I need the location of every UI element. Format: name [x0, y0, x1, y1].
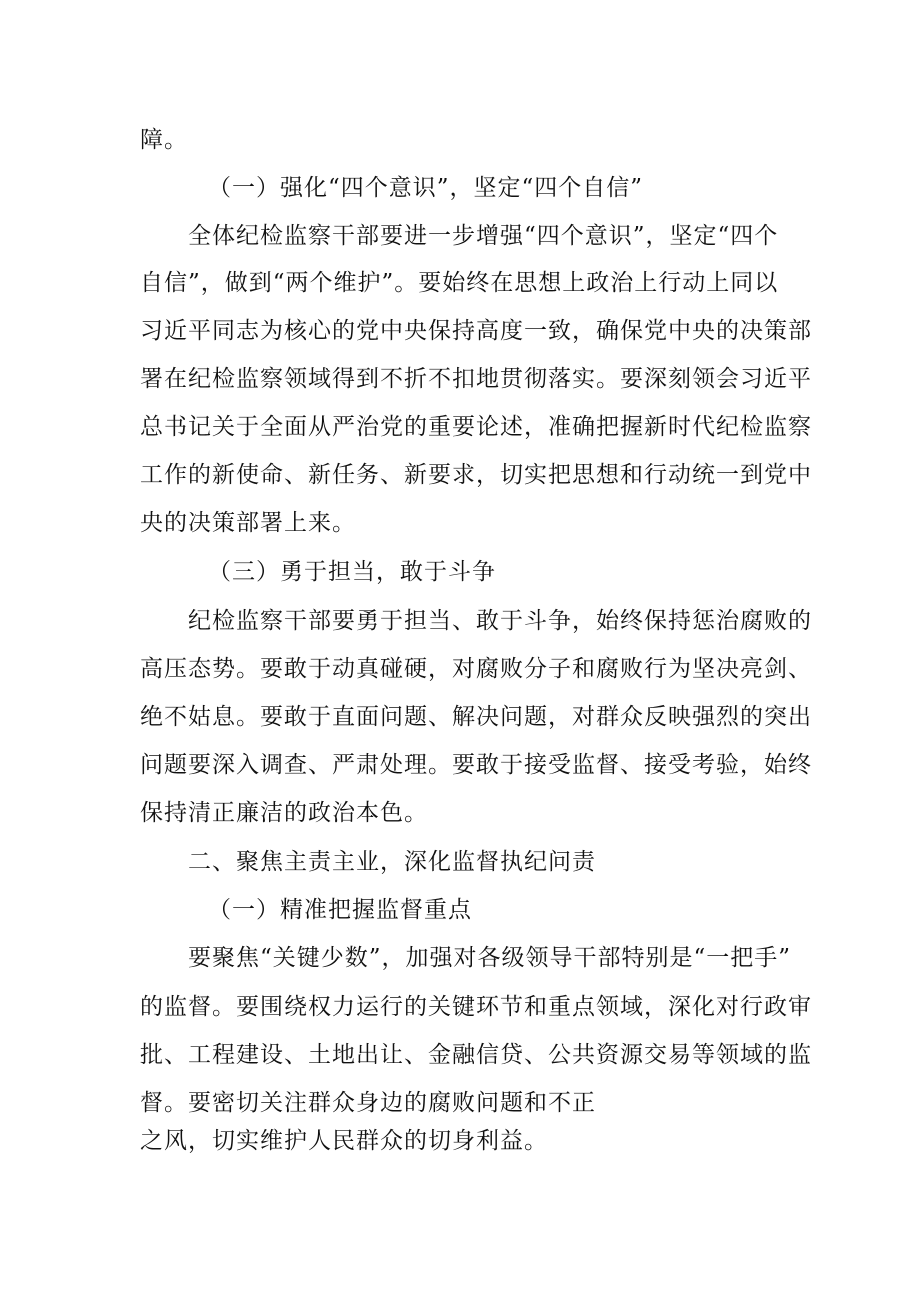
paragraph-line: 高压态势。要敢于动真碰硬，对腐败分子和腐败行为坚决亮剑、 [140, 656, 812, 682]
section-heading: （一）精准把握监督重点 [208, 897, 472, 923]
paragraph-line: 全体纪检监察干部要进一步增强“四个意识”，坚定“四个 [188, 223, 779, 249]
paragraph-line: 署在纪检监察领域得到不折不扣地贯彻落实。要深刻领会习近平 [140, 366, 812, 392]
paragraph-line: 自信”，做到“两个维护”。要始终在思想上政治上行动上同以 [140, 270, 779, 296]
paragraph-line: 总书记关于全面从严治党的重要论述，准确把握新时代纪检监察 [140, 414, 812, 440]
section-heading: （三）勇于担当，敢于斗争 [208, 559, 496, 585]
paragraph-line: 工作的新使命、新任务、新要求，切实把思想和行动统一到党中 [140, 462, 812, 488]
paragraph-line: 要聚焦“关键少数”，加强对各级领导干部特别是“一把手” [188, 945, 792, 971]
paragraph-line: 批、工程建设、土地出让、金融信贷、公共资源交易等领域的监 [140, 1042, 812, 1068]
paragraph-line: 之风，切实维护人民群众的切身利益。 [140, 1128, 548, 1154]
paragraph-line: 央的决策部署上来。 [140, 510, 356, 536]
paragraph-line: 习近平同志为核心的党中央保持高度一致，确保党中央的决策部 [140, 318, 812, 344]
paragraph-line: 的监督。要围绕权力运行的关键环节和重点领域，深化对行政审 [140, 994, 812, 1020]
section-heading: （一）强化“四个意识”，坚定“四个自信” [208, 175, 644, 201]
chapter-heading: 二、聚焦主责主业，深化监督执纪问责 [188, 849, 596, 875]
text-line: 障。 [140, 127, 188, 153]
paragraph-line: 督。要密切关注群众身边的腐败问题和不正 [140, 1090, 596, 1116]
paragraph-line: 绝不姑息。要敢于直面问题、解决问题，对群众反映强烈的突出 [140, 704, 812, 730]
paragraph-line: 问题要深入调查、严肃处理。要敢于接受监督、接受考验，始终 [140, 752, 812, 778]
paragraph-line: 纪检监察干部要勇于担当、敢于斗争，始终保持惩治腐败的 [188, 608, 812, 634]
paragraph-line: 保持清正廉洁的政治本色。 [140, 800, 428, 826]
